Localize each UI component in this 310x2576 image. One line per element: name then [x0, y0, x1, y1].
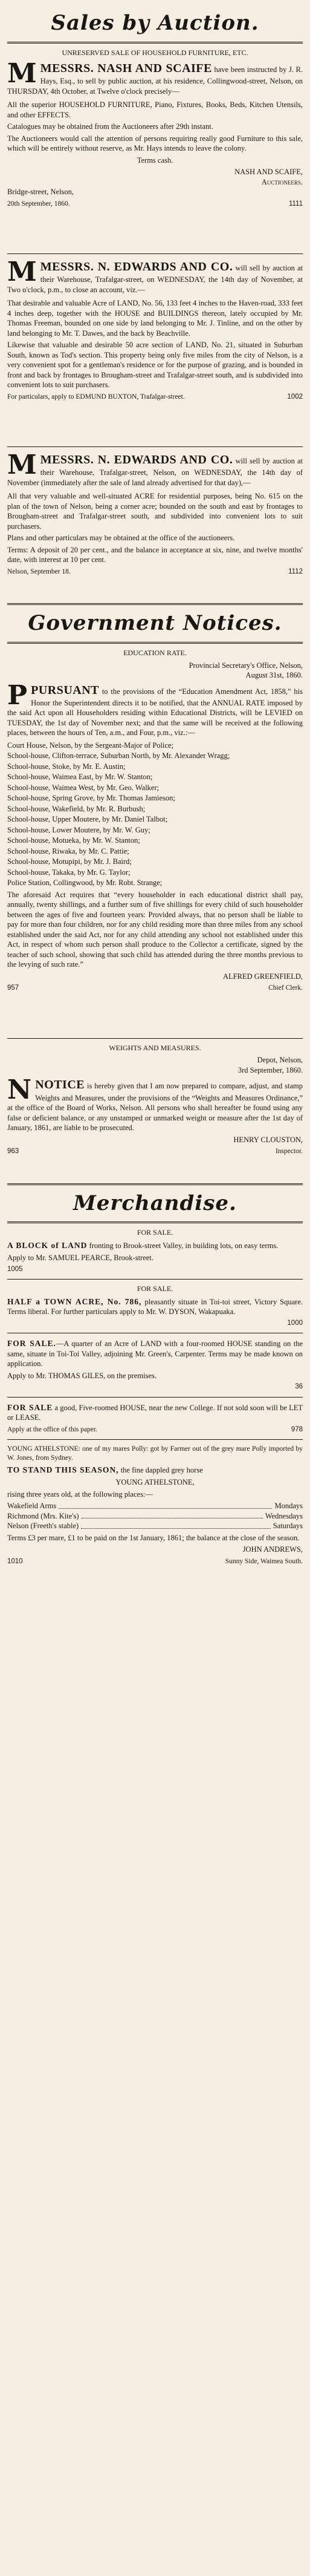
notice-body: The aforesaid Act requires that “every householder in each educational district shall pay, annually, twenty shillings, and a further sum of five shillings for every child of such householder between the ages of five and fourteen years: Provided always, that no person shall be liable to pay for more than four children, nor for any child residing more than three miles from any school established under the said Act, nor for any child attending any school not established under this Act, in respect of whom such person shall produce to the Collector a certificate, signed by the teacher of such school, showing that such child has attended during the three months previous to the levying of such rate.” — [7, 890, 303, 969]
drop-cap: M — [7, 57, 37, 89]
drop-cap: N — [7, 1074, 32, 1106]
ad-signature: JOHN ANDREWS, — [242, 1545, 303, 1554]
ad-body: Catalogues may be obtained from the Auctioneers after 29th instant. — [7, 122, 213, 131]
schedule-row — [7, 1521, 303, 1531]
list-item: School-house, Lower Moutere, by Mr. W. Guy; — [7, 825, 150, 834]
notice-date: 3rd September, 1860. — [237, 1065, 303, 1074]
ad-heading: FOR SALE. — [137, 1228, 173, 1237]
ad-body: pleasantly situate in Toi-toi street, Victory Square. Terms liberal. For further particulars apply to Mr. W. DYSON, Wakapuaka. — [7, 1297, 303, 1316]
list-item: Police Station, Collingwood, by Mr. Robt. Strange; — [7, 878, 163, 888]
schedule-place: Nelson (Freeth's stable) — [7, 1522, 79, 1531]
notice-signature-title: Chief Clerk. — [268, 984, 303, 992]
ad-body: Apply to Mr. SAMUEL PEARCE, Brook-street. — [7, 1254, 153, 1263]
list-item: School-house, Waimea East, by Mr. W. Stanton; — [7, 773, 153, 782]
divider — [7, 1221, 303, 1223]
ad-date: 20th September, 1860. — [7, 200, 70, 208]
ad-number: 1000 — [287, 1319, 303, 1327]
ad-signature: NASH AND SCAIFE, — [234, 168, 303, 177]
ad-date: Nelson, September 18. — [7, 567, 71, 575]
ad-lead: MESSRS. N. EDWARDS AND CO. — [40, 260, 233, 273]
ad-body: Likewise that valuable and desirable 50 acre section of LAND, No. 21, situated in Suburban South, known as Tod's section. This property being only five miles from the city of Nelson, is a very convenient spot for a gentleman's residence or for the purpose of grazing, and is bounded in front and back by frontages to Brougham-street and Trafalgar-street south, and is subdivided into convenient lots to suit purchasers. — [7, 341, 303, 390]
notice-date: August 31st, 1860. — [245, 671, 303, 680]
ad-furniture-sale — [7, 48, 303, 209]
notice-heading: EDUCATION RATE. — [123, 648, 187, 657]
notice-lead: NOTICE — [35, 1078, 85, 1092]
ad-number: 978 — [291, 1425, 303, 1433]
notice-weights-measures — [7, 1044, 303, 1157]
ad-number: 1005 — [7, 1265, 23, 1273]
ad-body: the fine dappled grey horse — [120, 1466, 203, 1475]
list-item: School-house, Upper Moutere, by Mr. Daniel Talbot; — [7, 815, 168, 824]
notice-body: is hereby given that I am now prepared to compare, adjust, and stamp Weights and Measures, under the provisions of the “Weights and Measures Ordinance,” at the office of the Board of Works, Nelson. All persons who shall hereafter be found using any false or deficient balance, or any unstamped or unmarked weight or measure after the 1st day of January, 1861, are liable to be prosecuted. — [7, 1082, 303, 1133]
ad-place: Bridge-street, Nelson, — [7, 188, 74, 197]
ad-lead: TO STAND THIS SEASON, — [7, 1465, 119, 1475]
drop-cap: M — [7, 256, 37, 287]
notice-education-rate — [7, 649, 303, 993]
ad-terms: Terms cash. — [137, 155, 173, 165]
notice-lead: PURSUANT — [31, 683, 99, 697]
schedule-day: Wednesdays — [265, 1511, 303, 1520]
ad-signature-place: Sunny Side, Waimea South. — [225, 1557, 303, 1565]
collection-places-list — [7, 740, 303, 888]
ad-five-roomed-house — [7, 1402, 303, 1434]
ad-heading: FOR SALE. — [137, 1284, 173, 1293]
ad-lead: HALF a TOWN ACRE, No. 786, — [7, 1296, 142, 1306]
notice-signature: ALFRED GREENFIELD, — [223, 972, 303, 981]
ad-body: Apply to Mr. THOMAS GILES, on the premises. — [7, 1371, 157, 1380]
notice-number: 963 — [7, 1148, 19, 1156]
list-item: Court House, Nelson, by the Sergeant-Major of Police; — [7, 740, 174, 750]
ad-body: have been instructed by J. R. Hays, Esq., to sell by public auction, at his residence, Collingwood-street, Nelson, on THURSDAY, 4th October, at Twelve o'clock precisely— — [7, 65, 303, 96]
ad-lead: FOR SALE — [7, 1402, 53, 1412]
ad-number: 36 — [295, 1383, 303, 1391]
divider — [7, 603, 303, 605]
schedule-place: Richmond (Mrs. Kite's) — [7, 1511, 79, 1520]
list-item: School-house, Motupipi, by Mr. J. Baird; — [7, 857, 132, 866]
ad-half-town-acre — [7, 1284, 303, 1328]
ad-body: Terms: A deposit of 20 per cent., and the balance in acceptance at six, nine, and twelve months' date, with interest at 10 per cent. — [7, 545, 303, 564]
notice-office: Provincial Secretary's Office, Nelson, — [189, 661, 303, 670]
ad-lead: MESSRS. N. EDWARDS AND CO. — [40, 453, 233, 466]
ad-lead: FOR SALE. — [7, 1339, 56, 1348]
schedule-day: Saturdays — [273, 1522, 303, 1531]
ad-signature-title: Auctioneers. — [261, 177, 303, 186]
ad-young-athelstone — [7, 1445, 303, 1566]
divider — [7, 1439, 303, 1440]
ad-body: For particulars, apply to EDMUND BUXTON, Trafalgar-street. — [7, 393, 185, 400]
ad-number: 1112 — [288, 567, 303, 575]
notice-number: 957 — [7, 984, 19, 992]
ad-heading: UNRESERVED SALE OF HOUSEHOLD FURNITURE, ETC. — [62, 48, 248, 57]
section-title-merchandise: Merchandise. — [73, 1191, 237, 1215]
divider — [7, 1183, 303, 1185]
ad-body: Terms £3 per mare, £1 to be paid on the 1st January, 1861; the balance at the close of the season. — [7, 1533, 300, 1542]
ad-number: 1002 — [287, 393, 303, 400]
divider — [7, 446, 303, 447]
schedule-row — [7, 1501, 303, 1511]
divider — [7, 642, 303, 644]
ad-number: 1111 — [288, 200, 303, 208]
ad-body: —A quarter of an Acre of LAND with a four-roomed HOUSE standing on the same, situate in Toi-Toi Valley, adjoining Mr. Green's, Carpenter. Terms may be made known on application. — [7, 1339, 303, 1368]
divider — [7, 253, 303, 254]
drop-cap: P — [7, 679, 28, 711]
ad-number: 1010 — [7, 1557, 23, 1565]
ad-block-of-land — [7, 1228, 303, 1273]
ad-body: The Auctioneers would call the attention of persons requiring really good Furniture to this sale, which will be entirely without reserve, as Mr. Hays intends to leave the colony. — [7, 134, 303, 153]
ad-body: fronting to Brook-street Valley, in building lots, on easy terms. — [89, 1241, 279, 1250]
schedule-place: Wakefield Arms — [7, 1502, 57, 1511]
list-item: School-house, Waimea West, by Mr. Geo. Walker; — [7, 783, 160, 792]
divider — [7, 1279, 303, 1280]
notice-signature: HENRY CLOUSTON, — [233, 1135, 303, 1144]
list-item: School-house, Riwaka, by Mr. C. Pattie; — [7, 846, 129, 855]
list-item: School-house, Motueka, by Mr. W. Stanton; — [7, 836, 140, 845]
ad-body: That desirable and valuable Acre of LAND, No. 56, 133 feet 4 inches to the Haven-road, 333 feet 4 inches deep, together with the HOUSE and BUILDINGS thereon, lately occupied by Mr. Thomas Freeman, bounded on one side by land belonging to Mr. J. Tinline, and on the other by land belonging to Mr. T. Dawes, and the back by Beachville. — [7, 299, 303, 338]
list-item: School-house, Stoke, by Mr. E. Austin; — [7, 762, 126, 771]
ad-land-sale-2 — [7, 449, 303, 577]
list-item: School-house, Spring Grove, by Mr. Thomas Jamieson; — [7, 794, 175, 803]
ad-body: rising three years old, at the following places:— — [7, 1489, 153, 1499]
list-item: School-house, Takaka, by Mr. G. Taylor; — [7, 868, 131, 877]
notice-heading: WEIGHTS AND MEASURES. — [109, 1043, 201, 1052]
list-item: School-house, Wakefield, by Mr. R. Burbush; — [7, 804, 146, 813]
ad-land-sale-1 — [7, 256, 303, 402]
divider — [7, 42, 303, 44]
ad-body: will sell by auction at their Warehouse, Trafalgar-street, Nelson, on WEDNESDAY, the 14th day of November (immediately after the sale of land already advertised for that day),— — [7, 456, 303, 487]
ad-body: will sell by auction at their Warehouse, Trafalgar-street, on WEDNESDAY, the 14th day of November, at Two o'clock, p.m., to close an account, viz.— — [7, 263, 303, 294]
ad-body: Apply at the office of this paper. — [7, 1425, 97, 1433]
ad-lead: MESSRS. NASH AND SCAIFE — [40, 61, 212, 75]
ad-body: Plans and other particulars may be obtained at the office of the auctioneers. — [7, 534, 235, 543]
schedule-row — [7, 1511, 303, 1522]
ad-body: All the superior HOUSEHOLD FURNITURE, Piano, Fixtures, Books, Beds, Kitchen Utensils, and other EFFECTS. — [7, 100, 303, 119]
section-title-government: Government Notices. — [28, 610, 282, 635]
ad-body: a good, Five-roomed HOUSE, near the new College. If not sold soon will be LET or LEASE. — [7, 1403, 303, 1422]
ad-body: All that very valuable and well-situated ACRE for residential purposes, being No. 615 on the plan of the town of Nelson, being a corner acre; bounded on the south and east by frontages to Brougham-street and Trafalgar-street south, and subdivided into convenient lots to suit purchasers. — [7, 492, 303, 531]
drop-cap: M — [7, 449, 37, 480]
notice-signature-title: Inspector. — [275, 1148, 303, 1156]
ad-heading: YOUNG ATHELSTONE: one of my mares Polly: got by Farmer out of the grey mare Polly imported by W. Jones, from Sydney. — [7, 1445, 303, 1462]
divider — [7, 1038, 303, 1039]
section-title-auction: Sales by Auction. — [51, 11, 259, 35]
ad-lead: A BLOCK of LAND — [7, 1241, 88, 1250]
divider — [7, 1397, 303, 1398]
list-item: School-house, Clifton-terrace, Suburban North, by Mr. Alexander Wragg; — [7, 751, 230, 760]
schedule-day: Mondays — [274, 1502, 303, 1511]
ad-quarter-acre — [7, 1338, 303, 1391]
horse-name: YOUNG ATHELSTONE, — [115, 1478, 195, 1487]
notice-office: Depot, Nelson, — [257, 1056, 303, 1065]
notice-body: to the provisions of the “Education Amendment Act, 1858,” his Honor the Superintendent directs it to be notified, that the ANNUAL RATE imposed by the said Act upon all Householders residing within Educational Districts, will be LEVIED on TUESDAY, the 1st day of November next; and that the same will be received at the following places, between the hours of Ten, a.m., and Four, p.m., viz.:— — [7, 687, 303, 737]
stand-schedule — [7, 1501, 303, 1531]
